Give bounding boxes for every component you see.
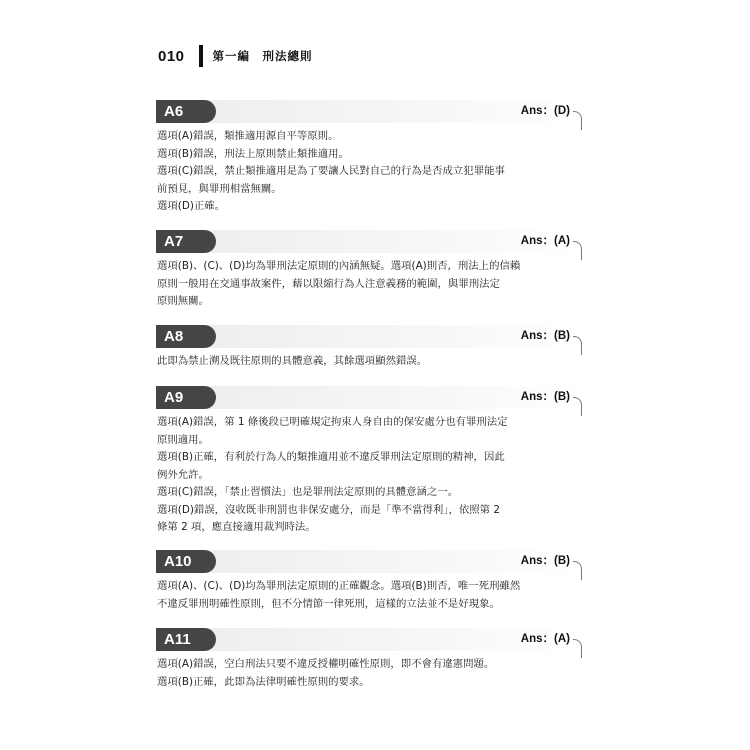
answer-label: Ans：(A)	[520, 633, 570, 645]
explanation-line: 選項(A)錯誤，空白刑法只要不違反授權明確性原則，即不會有違憲問題。	[157, 658, 495, 670]
answer-block-a6	[156, 100, 582, 216]
answer-block-a9	[156, 386, 582, 537]
answer-header-bar	[156, 628, 582, 651]
answer-header-bar	[156, 100, 582, 123]
explanation-line: 選項(B)、(C)、(D)均為罪刑法定原則的內涵無疑。選項(A)則否，刑法上的信賴	[157, 260, 521, 272]
explanation-line: 例外允許。	[157, 468, 209, 481]
explanation-line: 原則適用。	[157, 433, 209, 446]
explanation-line: 此即為禁止溯及既往原則的具體意義，其餘選項顯然錯誤。	[157, 355, 428, 367]
question-tag: A10	[156, 550, 216, 573]
explanation-line: 前預見，與罪刑相當無關。	[157, 182, 282, 195]
question-tag: A9	[156, 386, 216, 409]
explanation-line: 選項(C)錯誤，「禁止習慣法」也是罪刑法定原則的具體意涵之一。	[157, 486, 459, 498]
answer-block-a10	[156, 550, 582, 613]
explanation-line: 選項(C)錯誤，禁止類推適用是為了要讓人民對自己的行為是否成立犯罪能事	[157, 165, 505, 177]
answer-block-a7	[156, 230, 582, 311]
answer-header-bar	[156, 325, 582, 348]
explanation	[156, 348, 582, 371]
answer-label: Ans：(B)	[520, 555, 570, 567]
explanation-line: 選項(B)正確，此即為法律明確性原則的要求。	[157, 675, 370, 688]
explanation-line: 選項(B)錯誤，刑法上原則禁止類推適用。	[157, 147, 349, 160]
answer-header-bar	[156, 550, 582, 573]
explanation	[156, 651, 582, 691]
explanation-line: 不違反罪刑明確性原則，但不分情節一律死刑，這樣的立法並不是好現象。	[157, 597, 500, 610]
answer-label: Ans：(B)	[520, 330, 570, 342]
explanation-line: 原則無關。	[157, 295, 209, 307]
explanation-line: 選項(D)錯誤，沒收既非刑罰也非保安處分，而是「準不當得利」，依照第 2	[157, 503, 500, 516]
explanation-line: 選項(A)錯誤，類推適用源自平等原則。	[157, 130, 339, 142]
question-tag: A11	[156, 628, 216, 651]
answer-block-a11	[156, 628, 582, 691]
question-tag: A7	[156, 230, 216, 253]
answer-label: Ans：(A)	[520, 235, 570, 247]
answer-header-bar	[156, 230, 582, 253]
answer-header-bar	[156, 386, 582, 409]
chapter-title: 第一編 刑法總則	[212, 49, 313, 63]
explanation	[156, 409, 582, 537]
explanation-line: 選項(B)正確，有利於行為人的類推適用並不違反罪刑法定原則的精神，因此	[157, 451, 505, 463]
page-header	[158, 44, 313, 68]
question-tag: A8	[156, 325, 216, 348]
explanation	[156, 123, 582, 216]
explanation	[156, 253, 582, 311]
question-tag: A6	[156, 100, 216, 123]
answer-block-a8	[156, 325, 582, 371]
header-divider	[199, 45, 203, 67]
answer-label: Ans：(D)	[520, 105, 570, 117]
explanation-line: 選項(D)正確。	[157, 200, 226, 212]
answer-label: Ans：(B)	[520, 391, 570, 403]
explanation-line: 選項(A)錯誤，第 1 條後段已明確規定拘束人身自由的保安處分也有罪刑法定	[157, 416, 508, 428]
explanation-line: 選項(A)、(C)、(D)均為罪刑法定原則的正確觀念。選項(B)則否，唯一死刑雖然	[157, 580, 521, 592]
page-number: 010	[158, 47, 185, 65]
explanation-line: 原則一般用在交通事故案件，藉以限縮行為人注意義務的範圍，與罪刑法定	[157, 277, 500, 290]
explanation	[156, 573, 582, 613]
explanation-line: 條第 2 項，應直接適用裁判時法。	[157, 521, 316, 533]
